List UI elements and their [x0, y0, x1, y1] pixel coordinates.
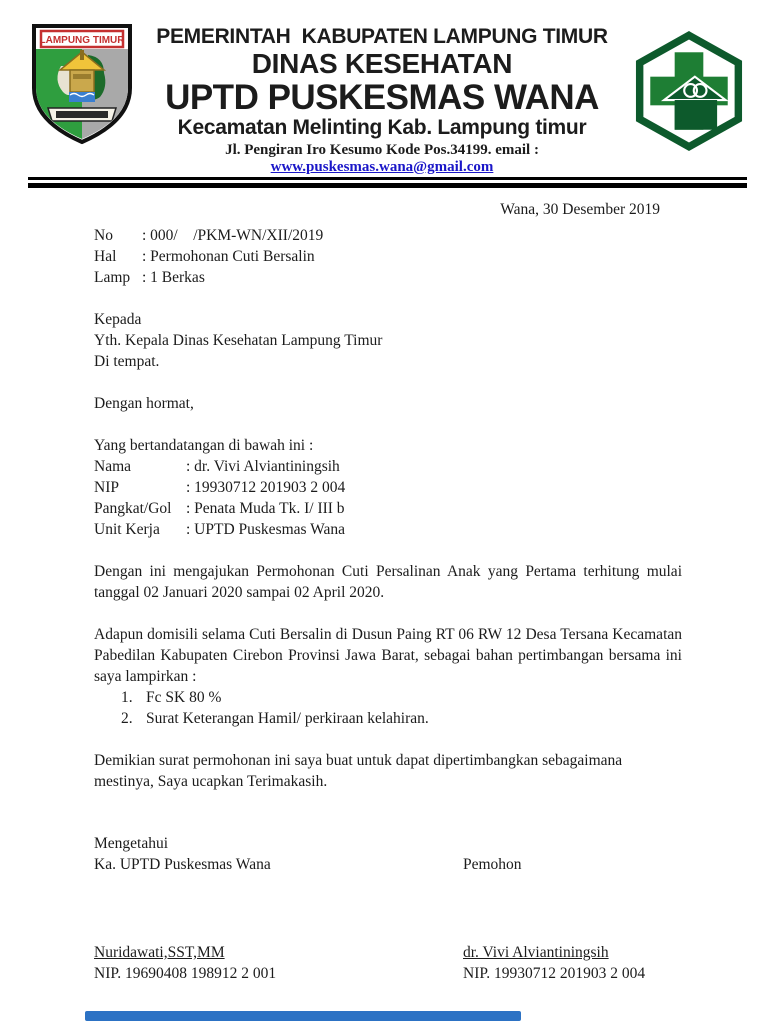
recipient-line: Kepada — [94, 310, 142, 328]
attachment-number: 1. — [121, 688, 133, 706]
attachment-item — [94, 687, 682, 708]
detail-value: : UPTD Puskesmas Wana — [186, 520, 346, 538]
footer-bar — [85, 1011, 521, 1021]
detail-label: NIP — [94, 478, 119, 496]
meta-value: : Permohonan Cuti Bersalin — [142, 247, 315, 265]
detail-row-nip — [94, 477, 682, 498]
letterhead-divider-thick — [28, 183, 747, 188]
detail-value: : Penata Muda Tk. I/ III b — [186, 499, 345, 517]
meta-value: : 000/ /PKM-WN/XII/2019 — [142, 226, 324, 244]
meta-value: : 1 Berkas — [142, 268, 205, 286]
letter-date: Wana, 30 Desember 2019 — [500, 200, 660, 218]
attachment-text: Surat Keterangan Hamil/ perkiraan kelahiran. — [146, 709, 429, 727]
lampung-timur-crest — [28, 22, 136, 146]
letter-meta — [94, 225, 682, 288]
head-signature-name: Nuridawati,SST,MM — [94, 943, 225, 961]
meta-label: Lamp — [94, 268, 131, 286]
crest-banner-label: LAMPUNG TIMUR — [39, 35, 125, 46]
signature-left-role — [94, 833, 463, 875]
meta-row-lamp — [94, 267, 682, 288]
recipient-line: Di tempat. — [94, 352, 160, 370]
signature-right-name-block — [463, 942, 682, 984]
district-line: Kecamatan Melinting Kab. Lampung timur — [177, 115, 587, 139]
attachment-number: 2. — [121, 709, 133, 727]
head-office-label: Ka. UPTD Puskesmas Wana — [94, 855, 271, 873]
agency-line: DINAS KESEHATAN — [251, 47, 513, 79]
detail-label: Unit Kerja — [94, 520, 160, 538]
detail-value: : dr. Vivi Alviantiningsih — [186, 457, 340, 475]
signature-right-role — [463, 833, 682, 875]
detail-value: : 19930712 201903 2 004 — [186, 478, 346, 496]
closing-paragraph: Demikian surat permohonan ini saya buat untuk dapat dipertimbangkan sebagaimana mestinya, Saya ucapkan Terimakasih. — [94, 751, 623, 790]
head-signature-nip: NIP. 19690408 198912 2 001 — [94, 964, 277, 982]
applicant-signature-name: dr. Vivi Alviantiningsih — [463, 943, 609, 961]
government-line: PEMERINTAH KABUPATEN LAMPUNG TIMUR — [156, 25, 608, 48]
attachment-list — [94, 687, 682, 729]
detail-row-pangkat — [94, 498, 682, 519]
meta-row-hal — [94, 246, 682, 267]
attachment-text: Fc SK 80 % — [146, 688, 222, 706]
recipient-line: Yth. Kepala Dinas Kesehatan Lampung Timur — [94, 331, 383, 349]
detail-row-unit — [94, 519, 682, 540]
letterhead-text — [136, 22, 628, 175]
puskesmas-logo-graphic — [628, 30, 750, 152]
office-line: UPTD PUSKESMAS WANA — [165, 77, 599, 117]
request-paragraph: Dengan ini mengajukan Permohonan Cuti Persalinan Anak yang Pertama terhitung mulai tanggal 02 Januari 2020 sampai 02 April 2020. — [94, 562, 682, 601]
lampung-timur-crest-graphic — [28, 22, 136, 146]
letterhead-divider — [28, 177, 747, 190]
detail-label: Nama — [94, 457, 132, 475]
intro-line: Yang bertandatangan di bawah ini : — [94, 436, 314, 454]
meta-label: No — [94, 226, 113, 244]
applicant-role-label: Pemohon — [463, 855, 522, 873]
puskesmas-logo-icon — [628, 30, 750, 152]
letterhead — [0, 0, 768, 175]
salutation: Dengan hormat, — [94, 394, 194, 412]
recipient-block — [94, 309, 682, 372]
acknowledge-label: Mengetahui — [94, 834, 169, 852]
address-line — [136, 142, 628, 174]
detail-row-nama — [94, 456, 682, 477]
email-link[interactable]: www.puskesmas.wana@gmail.com — [270, 158, 494, 175]
signature-left-name-block — [94, 942, 463, 984]
address-text: Jl. Pengiran Iro Kesumo Kode Pos.34199. email : — [225, 142, 539, 159]
domicile-paragraph: Adapun domisili selama Cuti Bersalin di Dusun Paing RT 06 RW 12 Desa Tersana Kecamatan Pabedilan Kabupaten Cirebon Provinsi Jawa Barat, sebagai bahan pertimbangan bersama ini saya lampirkan : — [94, 625, 682, 685]
detail-label: Pangkat/Gol — [94, 499, 172, 517]
meta-row-no — [94, 225, 682, 246]
meta-label: Hal — [94, 247, 117, 265]
signature-names — [94, 942, 682, 984]
applicant-details — [94, 456, 682, 540]
applicant-signature-nip: NIP. 19930712 201903 2 004 — [463, 964, 646, 982]
signature-roles — [94, 833, 682, 875]
letter-body — [0, 199, 768, 984]
attachment-item — [94, 708, 682, 729]
